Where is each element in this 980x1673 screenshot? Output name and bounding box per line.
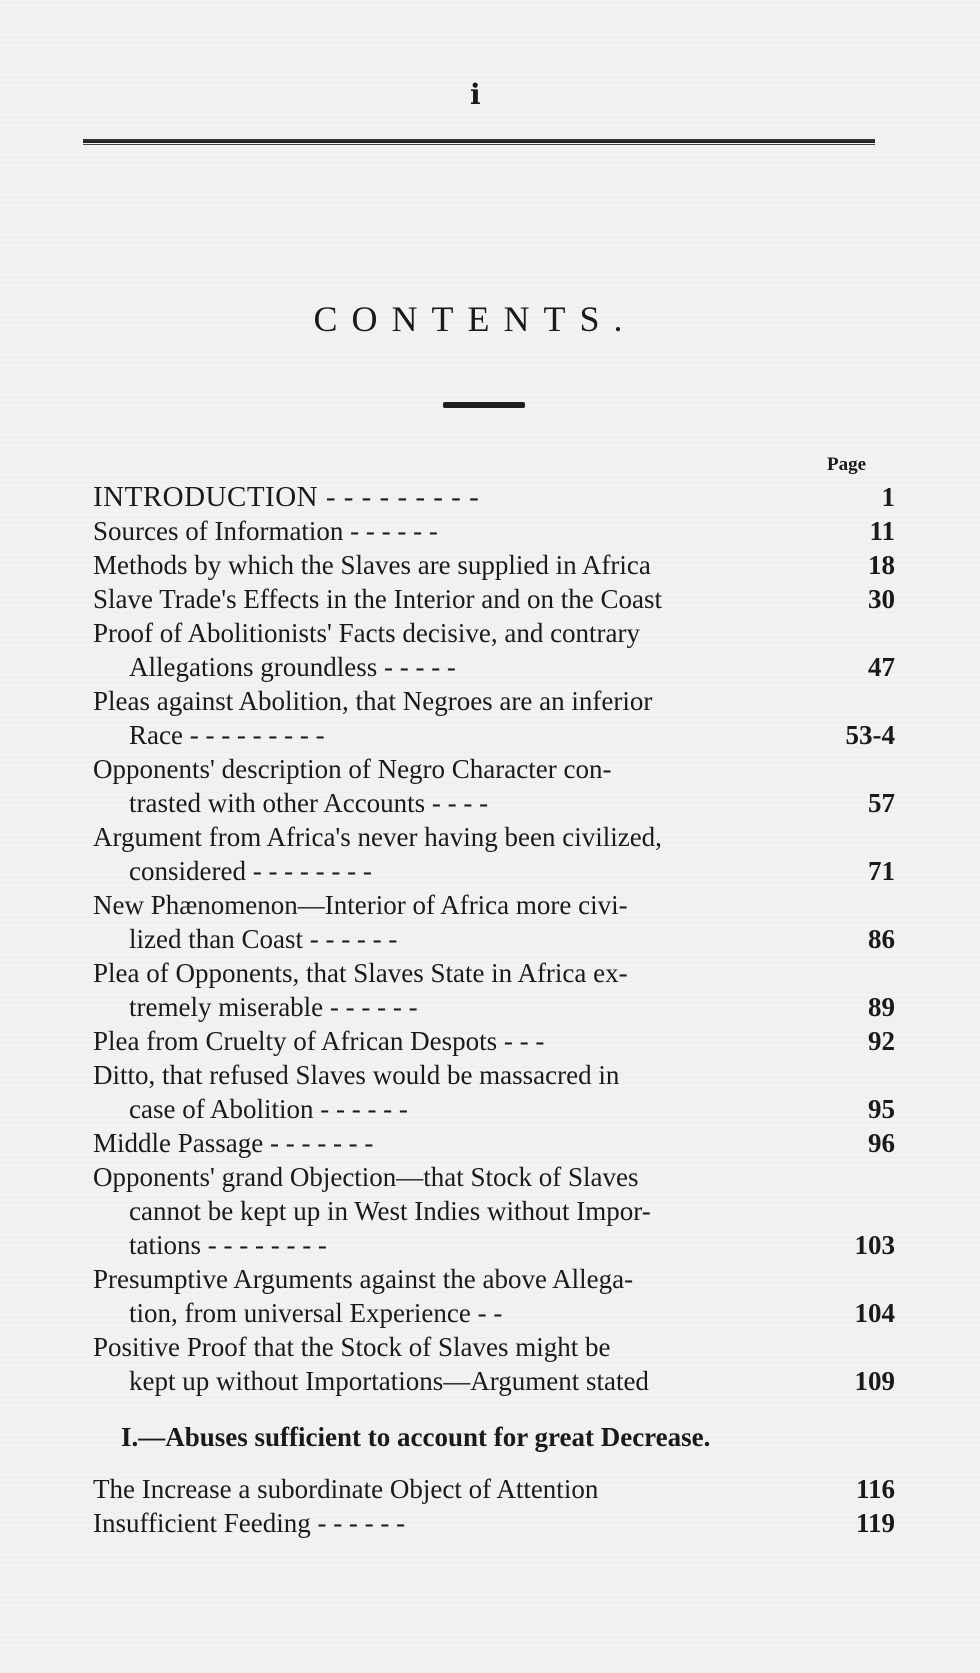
toc-entry [93, 480, 895, 514]
toc-entry-text: Ditto, that refused Slaves would be massacred in [93, 1060, 620, 1090]
toc-entry-text: Slave Trade's Effects in the Interior and on the Coast [93, 584, 663, 614]
page-title: CONTENTS. [313, 299, 637, 339]
page-folio: i [470, 78, 481, 111]
toc-entry-text-continued: considered - - - - - - - - [129, 856, 372, 886]
toc-entry-page: 30 [868, 584, 895, 614]
toc-entry [93, 1160, 895, 1262]
toc-entry-text-continued: kept up without Importations—Argument stated [129, 1366, 649, 1396]
toc-entry-page: 96 [868, 1128, 895, 1158]
toc-entry [93, 582, 895, 616]
toc-entry-page: 95 [868, 1094, 895, 1124]
toc-entry-page: 71 [868, 856, 895, 886]
page-column-label: Page [827, 454, 867, 475]
toc-entry-text-continued: trasted with other Accounts - - - - [129, 788, 489, 818]
toc-entry [93, 1506, 895, 1540]
toc-entry-page: 53-4 [845, 720, 895, 750]
toc-entry-page: 104 [854, 1298, 895, 1328]
toc-entry-text: Proof of Abolitionists' Facts decisive, and contrary [93, 618, 641, 648]
toc-entry [93, 548, 895, 582]
toc-entry [93, 956, 895, 1024]
toc-entry-text: The Increase a subordinate Object of Attention [93, 1474, 599, 1504]
toc-entry-text-continued: Race - - - - - - - - - [129, 720, 325, 750]
toc-entry [93, 888, 895, 956]
toc-entry-page: 11 [869, 516, 895, 546]
toc-entry-page: 89 [868, 992, 895, 1022]
toc-entry-page: 92 [868, 1026, 895, 1056]
toc-entry-text-continued: cannot be kept up in West Indies without Impor- [129, 1196, 651, 1226]
table-of-contents [93, 480, 895, 1540]
toc-entry-text-continued: tations - - - - - - - - [129, 1230, 327, 1260]
toc-entry-page: 1 [881, 482, 895, 512]
toc-entry [93, 616, 895, 684]
toc-entry-text: Pleas against Abolition, that Negroes are an inferior [93, 686, 653, 716]
section-heading: I.—Abuses sufficient to account for great Decrease. [121, 1422, 711, 1452]
toc-entry-text: Sources of Information - - - - - - [93, 516, 438, 546]
toc-entry-page: 47 [868, 652, 895, 682]
title-divider [443, 402, 525, 408]
toc-entry [93, 514, 895, 548]
toc-entry-page: 103 [854, 1230, 895, 1260]
toc-entry-text: New Phænomenon—Interior of Africa more civi- [93, 890, 628, 920]
toc-entry-page: 18 [868, 550, 895, 580]
toc-entry-text: INTRODUCTION - - - - - - - - - [93, 481, 480, 513]
toc-entry [93, 684, 895, 752]
toc-entry-page: 57 [868, 788, 895, 818]
toc-entry [93, 1262, 895, 1330]
toc-entry [93, 1058, 895, 1126]
toc-entry-text-continued: case of Abolition - - - - - - [129, 1094, 408, 1124]
toc-entry-text: Opponents' grand Objection—that Stock of Slaves [93, 1162, 639, 1192]
toc-entry-text-continued: tion, from universal Experience - - [129, 1298, 503, 1328]
toc-entry-page: 86 [868, 924, 895, 954]
toc-entry-page: 116 [855, 1474, 895, 1504]
toc-entry-text: Positive Proof that the Stock of Slaves might be [93, 1332, 611, 1362]
toc-entry [93, 820, 895, 888]
toc-entry [93, 752, 895, 820]
header-rule [83, 139, 875, 145]
toc-entry-text: Plea from Cruelty of African Despots - - - [93, 1026, 545, 1056]
toc-entry-page: 109 [854, 1366, 895, 1396]
toc-entry [93, 1024, 895, 1058]
toc-entry-page: 119 [855, 1508, 895, 1538]
toc-entry [93, 1330, 895, 1398]
toc-entry [93, 1472, 895, 1506]
toc-entry-text: Opponents' description of Negro Character con- [93, 754, 612, 784]
toc-entry-text: Argument from Africa's never having been civilized, [93, 822, 662, 852]
toc-entry-text-continued: tremely miserable - - - - - - [129, 992, 418, 1022]
toc-entry [93, 1126, 895, 1160]
toc-entry-text: Plea of Opponents, that Slaves State in Africa ex- [93, 958, 628, 988]
toc-entry-text-continued: Allegations groundless - - - - - [129, 652, 456, 682]
toc-entry-text: Insufficient Feeding - - - - - - [93, 1508, 406, 1538]
toc-entry-text: Methods by which the Slaves are supplied in Africa [93, 550, 651, 580]
toc-entry-text-continued: lized than Coast - - - - - - [129, 924, 398, 954]
toc-entry-text: Middle Passage - - - - - - - [93, 1128, 374, 1158]
toc-entry-text: Presumptive Arguments against the above Allega- [93, 1264, 634, 1294]
